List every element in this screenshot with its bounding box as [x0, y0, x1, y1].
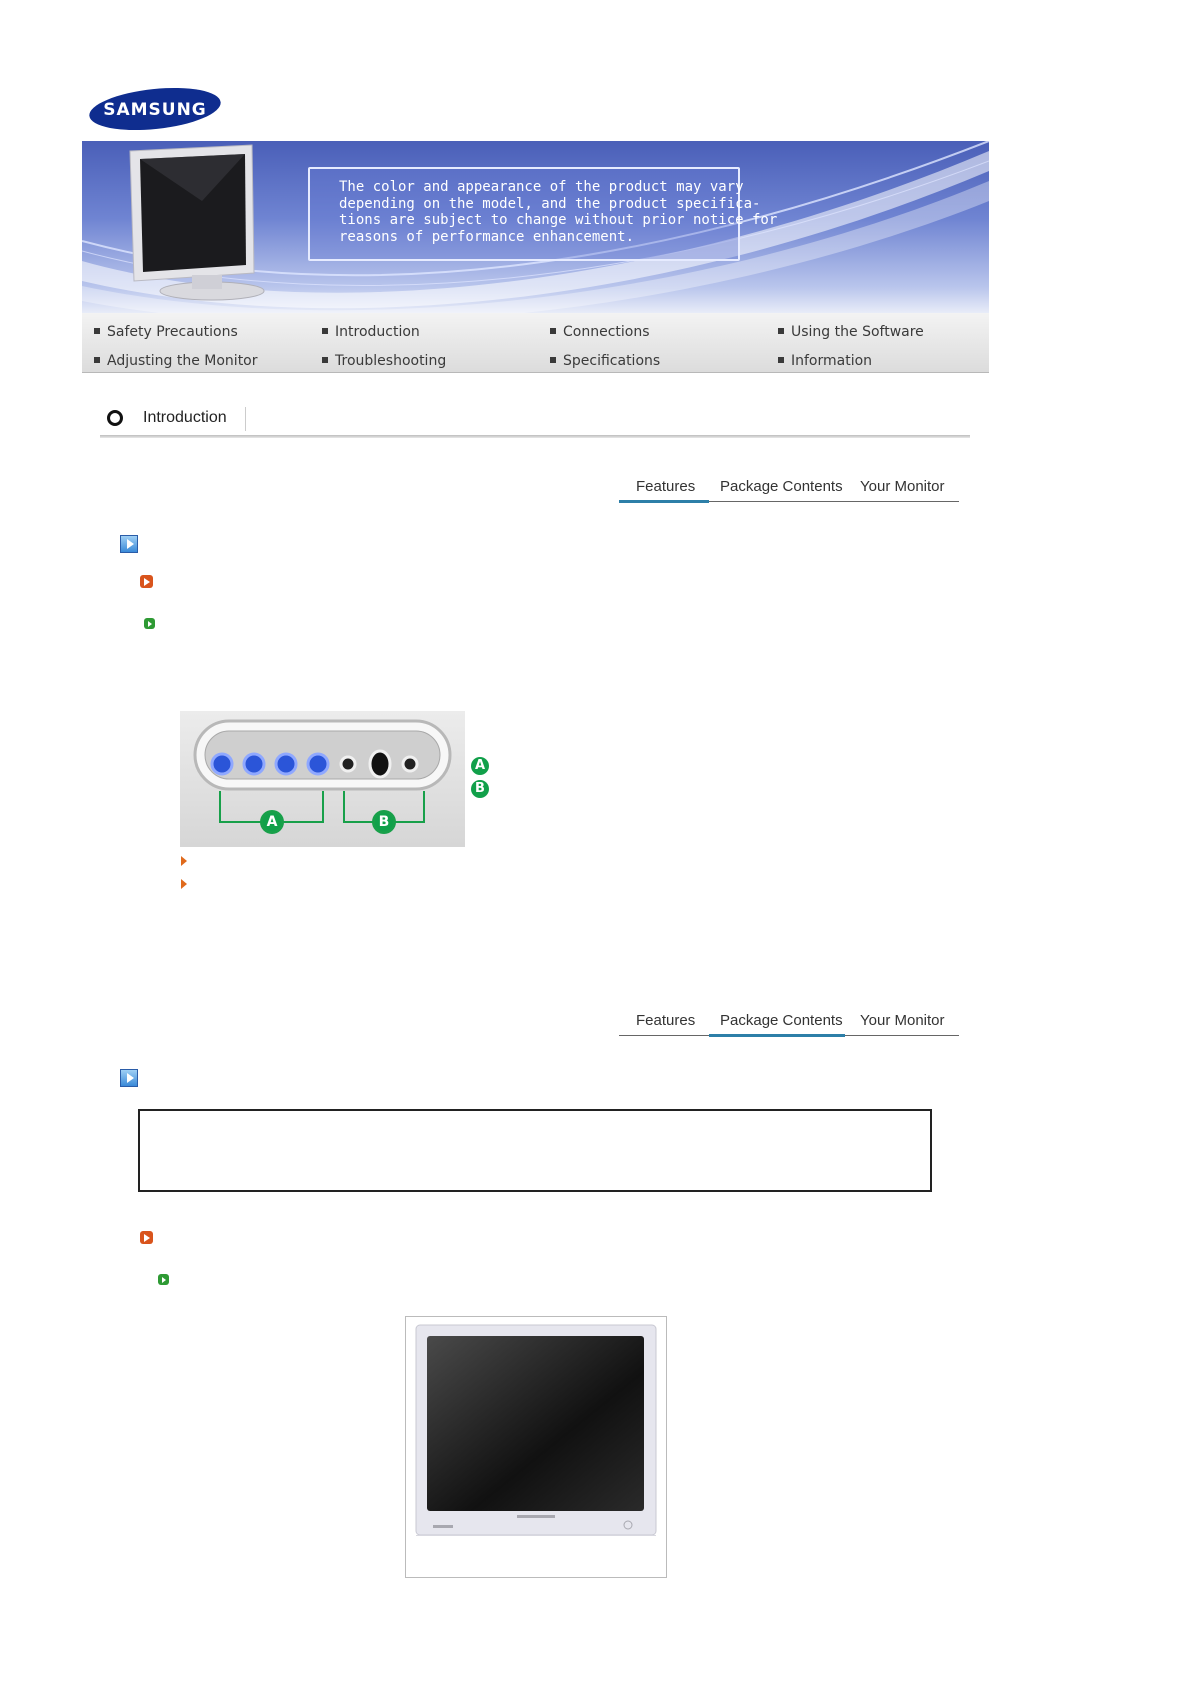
- legend-badge-a: A: [471, 757, 489, 775]
- triangle-bullet-icon: [181, 856, 187, 866]
- nav-item-label: Introduction: [335, 324, 420, 340]
- nav-item-label: Connections: [563, 324, 650, 340]
- square-bullet-icon: [322, 328, 328, 334]
- nav-item-connections[interactable]: [550, 324, 650, 340]
- section-underline: [100, 435, 970, 438]
- tab-package-contents[interactable]: Package Contents: [720, 478, 843, 495]
- tab-your-monitor[interactable]: Your Monitor: [860, 478, 945, 495]
- square-bullet-icon: [778, 328, 784, 334]
- svg-text:SAMSUNG: SAMSUNG: [103, 100, 207, 120]
- nav-item-adjusting-the-monitor[interactable]: [94, 353, 258, 369]
- nav-item-information[interactable]: [778, 353, 872, 369]
- radio-circle-icon: [107, 410, 123, 426]
- legend-badge-b: B: [471, 780, 489, 798]
- section-title: Introduction: [143, 409, 227, 426]
- tab-bar-package-contents: [619, 1005, 959, 1036]
- triangle-bullet-icon: [181, 879, 187, 889]
- control-panel-image: [180, 711, 465, 847]
- badge-b: B: [375, 813, 393, 831]
- play-square-blue-icon: [120, 1069, 138, 1087]
- section-header: [100, 405, 970, 439]
- main-nav: [82, 313, 989, 373]
- nav-item-safety-precautions[interactable]: [94, 324, 238, 340]
- banner-notice: [308, 167, 778, 261]
- tab-bar-features: [619, 471, 959, 502]
- square-bullet-icon: [550, 357, 556, 363]
- nav-item-label: Information: [791, 353, 873, 369]
- active-tab-indicator: [709, 1034, 845, 1037]
- nav-item-introduction[interactable]: [322, 324, 420, 340]
- square-bullet-icon: [550, 328, 556, 334]
- nav-item-label: Adjusting the Monitor: [107, 353, 258, 369]
- banner-notice-line: tions are subject to change without prior notice for: [339, 212, 778, 228]
- banner-notice-line: reasons of performance enhancement.: [339, 228, 635, 245]
- banner-monitor-image: [130, 145, 264, 300]
- note-box: [138, 1109, 932, 1192]
- nav-item-specifications[interactable]: [550, 353, 660, 369]
- square-bullet-icon: [322, 357, 328, 363]
- tab-features[interactable]: Features: [636, 1012, 696, 1029]
- badge-a: A: [263, 813, 281, 831]
- play-square-green-icon: [144, 618, 155, 629]
- nav-item-label: Safety Precautions: [107, 324, 238, 340]
- nav-item-label: Troubleshooting: [335, 353, 447, 369]
- section-divider: [245, 407, 246, 431]
- square-bullet-icon: [778, 357, 784, 363]
- play-square-red-icon: [140, 575, 153, 588]
- tab-features[interactable]: Features: [636, 478, 696, 495]
- monitor-image: [405, 1316, 667, 1578]
- nav-item-using-the-software[interactable]: [778, 324, 924, 340]
- samsung-logo: [88, 86, 222, 132]
- tab-your-monitor[interactable]: Your Monitor: [860, 1012, 945, 1029]
- banner-notice-line: The color and appearance of the product may vary: [339, 179, 744, 195]
- nav-item-label: Specifications: [563, 353, 661, 369]
- nav-item-label: Using the Software: [791, 324, 924, 340]
- banner-notice-line: depending on the model, and the product specifica-: [339, 195, 761, 212]
- play-square-blue-icon: [120, 535, 138, 553]
- play-square-red-icon: [140, 1231, 153, 1244]
- square-bullet-icon: [94, 328, 100, 334]
- play-square-green-icon: [158, 1274, 169, 1285]
- nav-item-troubleshooting[interactable]: [322, 353, 446, 369]
- active-tab-indicator: [619, 500, 709, 503]
- tab-package-contents[interactable]: Package Contents: [720, 1012, 843, 1029]
- header-banner: [82, 141, 989, 313]
- square-bullet-icon: [94, 357, 100, 363]
